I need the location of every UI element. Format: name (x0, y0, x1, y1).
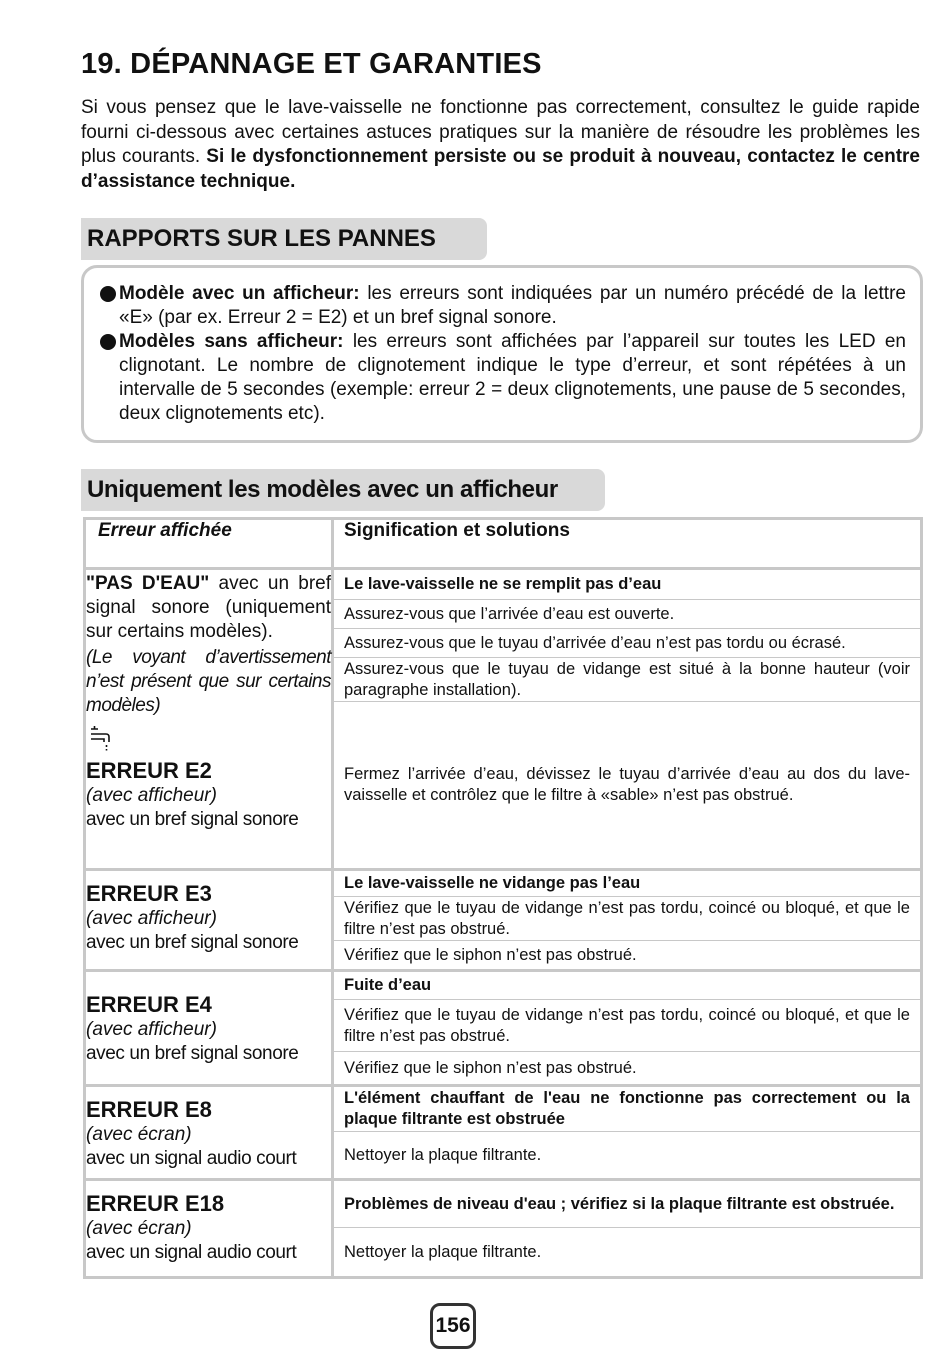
error-cell-e8 (86, 1087, 334, 1181)
error-cell-e4 (86, 972, 334, 1087)
solution-cell-e18 (334, 1181, 920, 1276)
intro-text: Si vous pensez que le lave-vaisselle ne fonctionne pas correctement, consultez le guide rapide fourni ci-dessous avec certaines astuces pratiques sur la manière de résoudre les problèmes les plus courants. (81, 97, 920, 167)
error-sub-signal: avec un signal audio court (86, 1242, 297, 1263)
error-code: ERREUR E2 (86, 758, 212, 783)
error-cell-e3 (86, 871, 334, 972)
table-row (86, 1087, 920, 1181)
error-sub-signal: avec un bref signal sonore (86, 932, 299, 953)
intro-bold-text: Si le dysfonctionnement persiste ou se produit à nouveau, contactez le centre d’assistance technique. (81, 146, 920, 192)
error-code: ERREUR E18 (86, 1191, 225, 1216)
page-title: 19. DÉPANNAGE ET GARANTIES (81, 48, 542, 80)
table-row (86, 871, 920, 972)
rapports-heading: RAPPORTS SUR LES PANNES (81, 218, 487, 260)
pas-deau-label: "PAS D'EAU" (86, 573, 210, 594)
error-sub-signal: avec un bref signal sonore (86, 1043, 299, 1064)
column-header-error: Erreur affichée (86, 520, 334, 570)
page-number: 156 (430, 1303, 476, 1349)
error-sub-signal: avec un bref signal sonore (86, 809, 299, 830)
warning-light-note: (Le voyant d’avertissement n’est présent que sur certains modèles) (86, 647, 331, 716)
solution-item: Fermez l’arrivée d’eau, dévissez le tuyau d’arrivée d’eau au dos du lave-vaisselle et contrôlez que le filtre à «sable» n’est pas obstrué. (344, 765, 910, 804)
afficheur-heading: Uniquement les modèles avec un afficheur (81, 469, 605, 511)
error-sub-display: (avec afficheur) (86, 1019, 217, 1040)
error-cell-e18 (86, 1181, 334, 1276)
solution-item: Assurez-vous que le tuyau de vidange est situé à la bonne hauteur (voir paragraphe installation). (334, 658, 920, 702)
solution-item: Nettoyer la plaque filtrante. (344, 1145, 542, 1164)
solution-heading: Le lave-vaisselle ne vidange pas l’eau (334, 871, 920, 897)
bullet-dot-icon (100, 334, 116, 350)
pas-deau-desc: avec un bref signal sonore (uniquement sur certains modèles). (86, 573, 332, 642)
error-sub-signal: avec un signal audio court (86, 1148, 297, 1169)
bullet-dot-icon (100, 286, 116, 302)
solution-cell-e4 (334, 972, 920, 1087)
solution-item: Assurez-vous que le tuyau d’arrivée d’eau n’est pas tordu ou écrasé. (334, 629, 920, 658)
table-header-row (86, 520, 920, 570)
error-table (83, 517, 923, 1279)
rapports-bullet-list (100, 282, 906, 426)
water-tap-icon (88, 722, 116, 752)
table-row (86, 972, 920, 1087)
bullet-bold: Modèle avec un afficheur: (119, 283, 360, 304)
solution-item: Vérifiez que le tuyau de vidange n’est pas tordu, coincé ou bloqué, et que le filtre n’est pas obstrué. (334, 1000, 920, 1052)
pas-deau-text (86, 572, 331, 644)
solution-cell-e8 (334, 1087, 920, 1181)
error-code: ERREUR E3 (86, 881, 212, 906)
solution-item: Vérifiez que le tuyau de vidange n’est pas tordu, coincé ou bloqué, et que le filtre n’est pas obstrué. (334, 897, 920, 941)
solution-item: Assurez-vous que l’arrivée d’eau est ouverte. (334, 600, 920, 629)
solution-item: Vérifiez que le siphon n’est pas obstrué. (344, 1058, 637, 1077)
solution-heading: Le lave-vaisselle ne se remplit pas d’eau (334, 570, 920, 600)
solution-item: Nettoyer la plaque filtrante. (344, 1242, 542, 1261)
table-row (86, 570, 920, 871)
solution-heading: Fuite d’eau (334, 972, 920, 1000)
error-sub-display: (avec écran) (86, 1124, 192, 1145)
bullet-item (100, 330, 906, 426)
bullet-bold: Modèles sans afficheur: (119, 331, 344, 352)
error-sub-display: (avec afficheur) (86, 908, 217, 929)
solution-heading: Problèmes de niveau d'eau ; vérifiez si la plaque filtrante est obstruée. (334, 1181, 920, 1228)
error-sub-display: (avec afficheur) (86, 785, 217, 806)
bullet-text: les erreurs sont affichées par l’appareil sur toutes les LED en clignotant. Le nombre de clignotement indique le type d’erreur, et sont répétées à un intervalle de 5 secondes (exemple: erreur 2 = deux clignotements, une pause de 5 secondes, deux clignotements etc). (119, 331, 907, 424)
bullet-item (100, 282, 906, 330)
error-cell-e2 (86, 570, 334, 871)
solution-cell-e3 (334, 871, 920, 972)
solution-item: Vérifiez que le siphon n’est pas obstrué. (344, 945, 637, 964)
bullet-text: les erreurs sont indiquées par un numéro précédé de la lettre «E» (par ex. Erreur 2 = E2) et un bref signal sonore. (119, 283, 906, 328)
column-header-meaning: Signification et solutions (334, 520, 920, 570)
error-code: ERREUR E8 (86, 1097, 212, 1122)
solution-heading: L'élément chauffant de l'eau ne fonctionne pas correctement ou la plaque filtrante est obstruée (334, 1087, 920, 1132)
table-row (86, 1181, 920, 1276)
error-code: ERREUR E4 (86, 992, 212, 1017)
error-sub-display: (avec écran) (86, 1218, 192, 1239)
intro-paragraph (81, 96, 920, 194)
solution-cell-e2 (334, 570, 920, 871)
